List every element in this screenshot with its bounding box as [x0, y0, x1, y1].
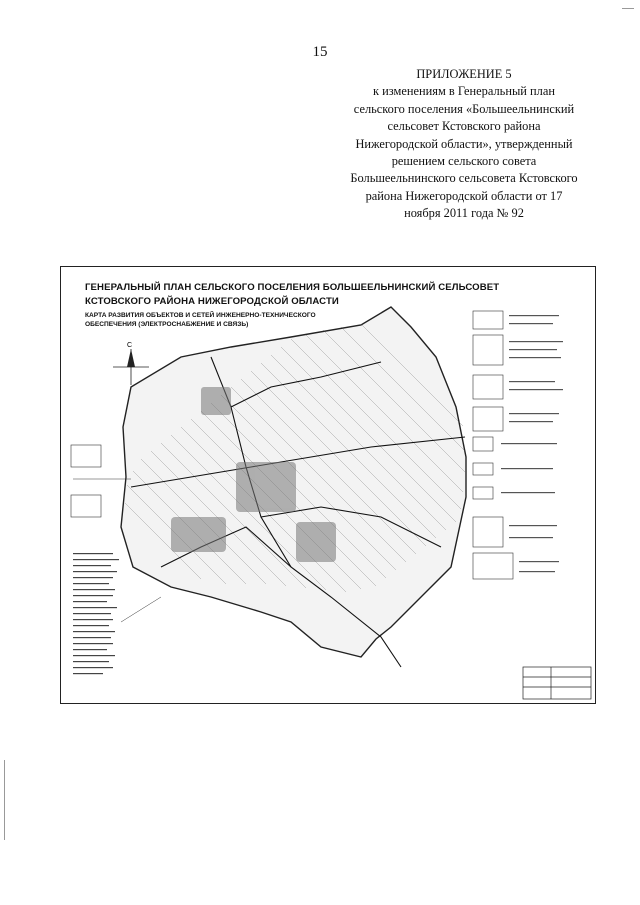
scan-edge-mark — [4, 760, 5, 840]
appendix-line: решением сельского совета — [391, 154, 537, 169]
map-title-line: ГЕНЕРАЛЬНЫЙ ПЛАН СЕЛЬСКОГО ПОСЕЛЕНИЯ БОЛЬШЕЕЛЬНИНСКИЙ СЕЛЬСОВЕТ — [85, 282, 500, 293]
appendix-line: сельского поселения «Большеельнинский — [353, 101, 575, 116]
appendix-line: к изменениям в Генеральный план — [373, 84, 555, 99]
appendix-line: Нижегородской области», утвержденный — [355, 136, 573, 151]
map-title — [85, 281, 499, 309]
appendix-line: сельсовет Кстовского района — [387, 119, 541, 134]
appendix-heading — [340, 66, 588, 223]
map-subtitle-line: КАРТА РАЗВИТИЯ ОБЪЕКТОВ И СЕТЕЙ ИНЖЕНЕРНО-ТЕХНИЧЕСКОГО — [85, 312, 316, 319]
scan-edge-mark — [622, 8, 634, 9]
page-number: 15 — [312, 44, 328, 60]
legend-panel — [473, 311, 513, 579]
map-title-line: КСТОВСКОГО РАЙОНА НИЖЕГОРОДСКОЙ ОБЛАСТИ — [85, 296, 339, 307]
map-drawing — [61, 267, 596, 704]
compass-label: С — [127, 342, 133, 349]
appendix-line: ноября 2011 года № 92 — [404, 206, 524, 221]
appendix-line: ПРИЛОЖЕНИЕ 5 — [416, 67, 512, 81]
appendix-line: района Нижегородской области от 17 — [365, 188, 563, 203]
map-subtitle-line: ОБЕСПЕЧЕНИЯ (ЭЛЕКТРОСНАБЖЕНИЕ И СВЯЗЬ) — [85, 321, 249, 328]
appendix-line: Большеельнинского сельсовета Кстовского — [350, 171, 578, 186]
map-subtitle — [85, 311, 316, 329]
map-sheet — [60, 266, 596, 704]
